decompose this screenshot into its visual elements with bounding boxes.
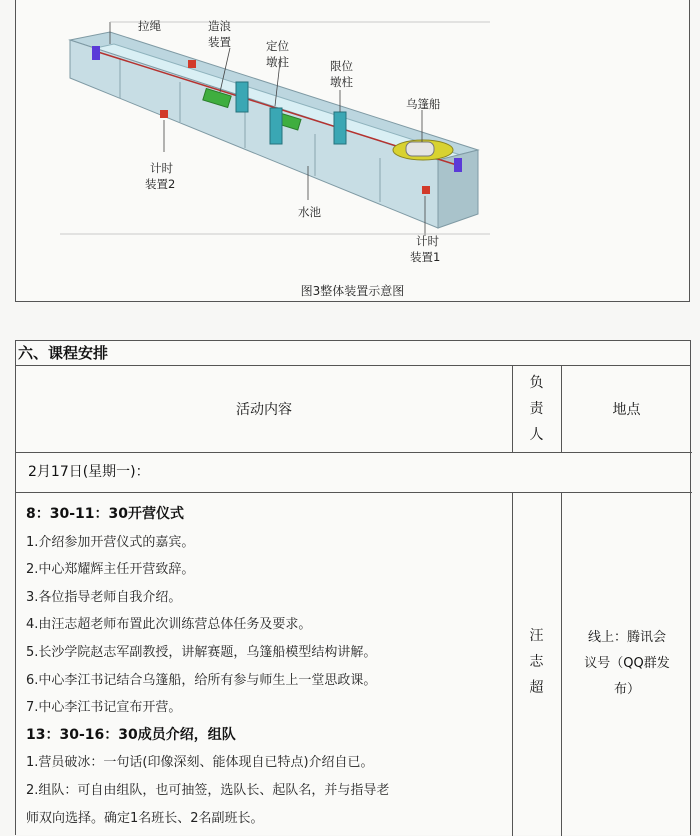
label-timer1-1: 计时: [416, 234, 439, 248]
limit-pillar: [334, 112, 346, 144]
figure-box: [15, 0, 690, 302]
label-boat: 乌篷船: [406, 97, 441, 111]
activity-item: 师双向选择。确定1名班长、2名副班长。: [26, 810, 264, 826]
location-line: 布）: [613, 682, 640, 697]
header-person: [512, 366, 561, 452]
header-person-char: 人: [529, 427, 544, 443]
activity-item: 1.介绍参加开营仪式的嘉宾。: [26, 534, 195, 550]
activity-list: [26, 501, 506, 832]
col-divider-4: [561, 492, 562, 836]
section-title: 六、课程安排: [16, 341, 690, 366]
figure-caption: 图3整体装置示意图: [300, 284, 405, 298]
person-char: 志: [529, 654, 544, 670]
activity-item: 6.中心李江书记结合乌篷船，给所有参与师生上一堂思政课。: [26, 672, 377, 688]
timer-top: [188, 60, 196, 68]
rope-anchor-left: [92, 46, 100, 60]
label-timer2-2: 装置2: [145, 177, 176, 191]
activity-session-title: 13：30-16：30成员介绍，组队: [26, 726, 236, 743]
activity-item: 3.各位指导老师自我介绍。: [26, 589, 182, 605]
label-wave-2: 装置: [208, 35, 231, 49]
label-rope: 拉绳: [138, 19, 161, 33]
label-pool: 水池: [298, 205, 321, 219]
label-timer2-1: 计时: [150, 161, 173, 175]
row-divider-date: [16, 492, 692, 493]
activity-item: 2.组队：可自由组队，也可抽签，选队长、起队名，并与指导老: [26, 782, 390, 798]
device-diagram: [50, 0, 510, 272]
activity-item: 7.中心李江书记宣布开营。: [26, 700, 182, 716]
label-fix-1: 定位: [266, 39, 289, 53]
schedule-table: [15, 340, 691, 835]
rope-anchor-right: [454, 158, 462, 172]
activity-item: 2.中心郑耀辉主任开营致辞。: [26, 562, 195, 578]
header-place: 地点: [612, 402, 641, 418]
header-person-char: 负: [529, 375, 544, 391]
responsible-person: [512, 623, 561, 701]
person-char: 汪: [529, 628, 544, 644]
header-person-char: 责: [529, 401, 544, 417]
activity-item: 4.由汪志超老师布置此次训练营总体任务及要求。: [26, 617, 312, 633]
person-char: 超: [529, 680, 544, 696]
activity-item: 5.长沙学院赵志军副教授，讲解赛题，乌篷船模型结构讲解。: [26, 644, 377, 660]
timer-2-box: [160, 110, 168, 118]
location-line: 线上：腾讯会: [587, 630, 666, 645]
timer-1-box: [422, 186, 430, 194]
activity-session-title: 8：30-11：30开营仪式: [26, 506, 184, 522]
date-row: 2月17日(星期一)：: [28, 464, 150, 480]
fixed-pillar-2: [270, 108, 282, 144]
label-timer1-2: 装置1: [410, 250, 441, 264]
header-activity: 活动内容: [236, 402, 292, 418]
location: [570, 625, 684, 703]
activity-item: 1.营员破冰：一句话(印像深刻、能体现自已特点)介绍自已。: [26, 755, 374, 771]
fixed-pillar-1: [236, 82, 248, 112]
label-wave-1: 造浪: [208, 19, 231, 33]
label-limit-2: 墩柱: [330, 75, 353, 89]
location-line: 议号（QQ群发: [584, 656, 670, 671]
label-limit-1: 限位: [330, 59, 353, 73]
label-fix-2: 墩柱: [266, 55, 289, 69]
